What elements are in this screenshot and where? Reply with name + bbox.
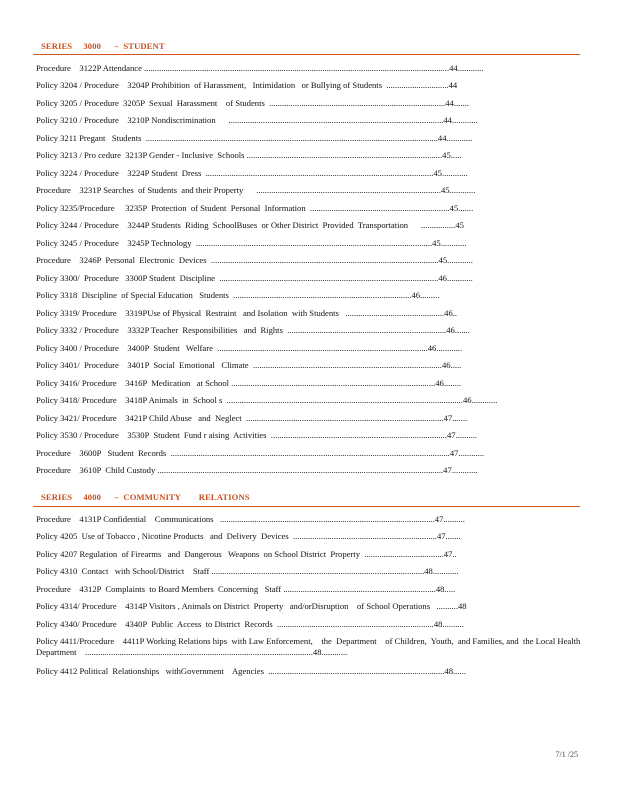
- toc-entry-4312[interactable]: [36, 584, 592, 595]
- toc-entry-text: Policy 3332 / Procedure 3332P Teacher Responsibilities and Rights ..........................................................................46.......: [36, 325, 470, 335]
- toc-entry-text: Policy 3530 / Procedure 3530P Student Fund r aising Activities ..................................................................................47..........: [36, 430, 478, 440]
- toc-entry-4411[interactable]: [36, 636, 592, 657]
- toc-entry-3319[interactable]: [36, 308, 592, 319]
- toc-entry-4340[interactable]: [36, 619, 592, 630]
- toc-entry-3332[interactable]: [36, 325, 592, 336]
- toc-entry-4314[interactable]: [36, 601, 592, 612]
- toc-entry-4207[interactable]: [36, 549, 592, 560]
- toc-entry-text: Policy 4412 Political Relationships withGovernment Agencies ..................................................................................48......: [36, 666, 466, 676]
- toc-entry-text: Procedure 3246P Personal Electronic Devices ..........................................................................................................45............: [36, 255, 473, 265]
- toc-entry-text: Procedure 3610P Child Custody .....................................................................................................................................47............: [36, 465, 478, 475]
- toc-entry-3246[interactable]: [36, 255, 592, 266]
- toc-entry-3211[interactable]: [36, 133, 592, 144]
- toc-entry-text: Policy 4340/ Procedure 4340P Public Access to District Records .........................................................................48..........: [36, 619, 464, 629]
- toc-entry-3224[interactable]: [36, 168, 592, 179]
- toc-entry-text: Procedure 4131P Confidential Communications ....................................................................................................47..........: [36, 514, 465, 524]
- toc-entry-text: Procedure 3231P Searches of Students and their Property ......................................................................................45............: [36, 185, 476, 195]
- toc-entry-text: Policy 4411/Procedure 4411P Working Relations hips with Law Enforcement, the Department of Children, Youth, and Families, and the Local Health Department ..........................................................................................................48............: [36, 636, 585, 657]
- toc-entry-4412[interactable]: [36, 666, 592, 677]
- footer-date: 7/1 /25: [555, 750, 578, 759]
- toc-entry-text: Policy 3204 / Procedure 3204P Prohibition of Harassment, Intimidation or Bullying of Students .............................44: [36, 80, 458, 90]
- toc-entry-text: Procedure 3600P Student Records ..................................................................................................................................47............: [36, 448, 485, 458]
- toc-entry-text: Procedure 3122P Attendance ..............................................................................................................................................44............: [36, 63, 484, 73]
- toc-entry-text: Policy 3401/ Procedure 3401P Social Emotional Climate ........................................................................................46.....: [36, 360, 462, 370]
- toc-entry-3213[interactable]: [36, 150, 592, 161]
- series-4000-heading: SERIES 4000 – COMMUNITY RELATIONS: [41, 492, 250, 502]
- toc-entry-3416[interactable]: [36, 378, 592, 389]
- toc-entry-3245[interactable]: [36, 238, 592, 249]
- toc-entry-text: Policy 3319/ Procedure 3319PUse of Physical Restraint and Isolation with Students ..............................................46..: [36, 308, 458, 318]
- toc-entry-3600[interactable]: [36, 448, 592, 459]
- toc-entry-text: Policy 3244 / Procedure 3244P Students Riding SchoolBuses or Other District Provided Transportation ................45: [36, 220, 464, 230]
- toc-entry-text: Policy 3211 Pregant Students ........................................................................................................................................44............: [36, 133, 473, 143]
- series-3000-heading: SERIES 3000 – STUDENT: [41, 41, 165, 51]
- toc-entry-text: Policy 3210 / Procedure 3210P Nondiscrimination ....................................................................................................44............: [36, 115, 478, 125]
- toc-entry-text: Policy 3318 Discipline of Special Education Students ...................................................................................46.........: [36, 290, 440, 300]
- toc-entry-3300[interactable]: [36, 273, 592, 284]
- toc-entry-3231[interactable]: [36, 185, 592, 196]
- toc-entry-text: Policy 3418/ Procedure 3418P Animals in School s ..............................................................................................................46............: [36, 395, 498, 405]
- toc-entry-text: Policy 3235/Procedure 3235P Protection of Student Personal Information .................................................................45.......: [36, 203, 474, 213]
- toc-entry-3204[interactable]: [36, 80, 592, 91]
- toc-entry-text: Policy 4310 Contact with School/District Staff ...................................................................................................48............: [36, 566, 459, 576]
- series-3000-rule: [33, 54, 580, 55]
- series-4000-rule: [33, 506, 580, 507]
- toc-entry-text: Policy 3224 / Procedure 3224P Student Dress ..........................................................................................................45............: [36, 168, 468, 178]
- toc-entry-3401[interactable]: [36, 360, 592, 371]
- toc-entry-text: Policy 3245 / Procedure 3245P Technology ..............................................................................................................45............: [36, 238, 467, 248]
- toc-entry-text: Policy 3400 / Procedure 3400P Student Welfare ..................................................................................................46............: [36, 343, 463, 353]
- toc-entry-3400[interactable]: [36, 343, 592, 354]
- toc-entry-text: Policy 3213 / Pro cedure 3213P Gender - Inclusive Schools ...........................................................................................45.....: [36, 150, 462, 160]
- toc-entry-text: Policy 4205 Use of Tobacco , Nicotine Products and Delivery Devices ...................................................................47.......: [36, 531, 461, 541]
- toc-entry-3421[interactable]: [36, 413, 592, 424]
- toc-entry-4310[interactable]: [36, 566, 592, 577]
- toc-entry-3235[interactable]: [36, 203, 592, 214]
- toc-entry-text: Policy 3416/ Procedure 3416P Medication at School ...............................................................................................46........: [36, 378, 462, 388]
- toc-entry-3418[interactable]: [36, 395, 592, 406]
- toc-entry-text: Policy 3205 / Procedure 3205P Sexual Harassment of Students ..................................................................................44.......: [36, 98, 469, 108]
- toc-entry-3318[interactable]: [36, 290, 592, 301]
- toc-entry-text: Policy 3421/ Procedure 3421P Child Abuse and Neglect ............................................................................................47.......: [36, 413, 468, 423]
- toc-entry-4205[interactable]: [36, 531, 592, 542]
- toc-entry-3205[interactable]: [36, 98, 592, 109]
- toc-entry-4131[interactable]: [36, 514, 592, 525]
- toc-entry-text: Procedure 4312P Complaints to Board Members Concerning Staff .......................................................................48.....: [36, 584, 456, 594]
- toc-entry-text: Policy 4207 Regulation of Firearms and Dangerous Weapons on School District Property .....................................47..: [36, 549, 457, 559]
- toc-entry-3530[interactable]: [36, 430, 592, 441]
- toc-entry-3244[interactable]: [36, 220, 592, 231]
- toc-entry-3210[interactable]: [36, 115, 592, 126]
- toc-entry-text: Policy 3300/ Procedure 3300P Student Discipline ......................................................................................................46............: [36, 273, 473, 283]
- toc-entry-3610[interactable]: [36, 465, 592, 476]
- toc-entry-text: Policy 4314/ Procedure 4314P Visitors , Animals on District Property and/orDisruption of School Operations ..........48: [36, 601, 467, 611]
- toc-entry-3122[interactable]: [36, 63, 592, 74]
